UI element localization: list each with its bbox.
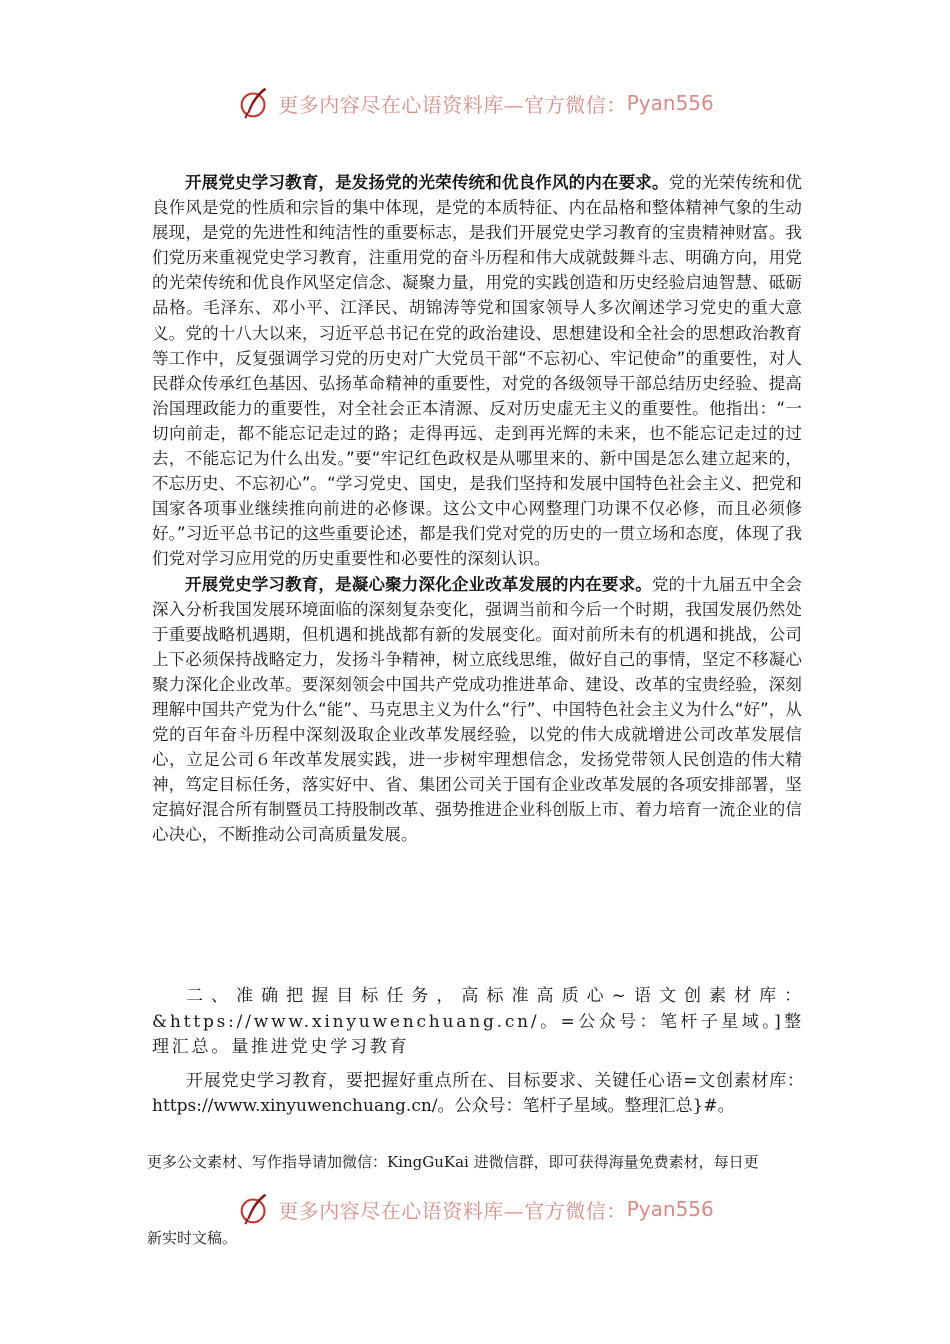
quill-logo-icon: [236, 84, 274, 122]
paragraph-lead: 开展党史学习教育，是发扬党的光荣传统和优良作风的内在要求。: [185, 173, 669, 192]
footer-line-2: 新实时文稿。: [147, 1229, 238, 1247]
section-heading: 二、准确把握目标任务，高标准高质心~语文创素材库：&https://www.xinyuwenchuang.cn/。=公众号：笔杆子星域。]整理汇总。量推进党史学习教育: [152, 986, 804, 1057]
paragraph-reform: [152, 572, 802, 848]
paragraph-body: 党的十九届五中全会深入分析我国发展环境面临的深刻复杂变化，强调当前和今后一个时期，我国发展仍然处于重要战略机遇期，但机遇和挑战都有新的发展变化。面对前所未有的机遇和挑战，公司上下必须保持战略定力，发扬斗争精神，树立底线思维，做好自己的事情，坚定不移凝心聚力深化企业改革。要深刻领会中国共产党成功推进革命、建设、改革的宝贵经验，深刻理解中国共产党为什么“能”、马克思主义为什么“行”、中国特色社会主义为什么“好”，从党的百年奋斗历程中深刻汲取企业改革发展经验，以党的伟大成就增进公司改革发展信心，立足公司６年改革发展实践，进一步树牢理想信念，发扬党带领人民创造的伟大精神，笃定目标任务，落实好中、省、集团公司关于国有企业改革发展的各项安排部署，坚定搞好混合所有制暨员工持股制改革、强势推进企业科创版上市、着力培育一流企业的信心决心，不断推动公司高质量发展。: [152, 574, 802, 845]
section-two: [152, 984, 804, 1120]
watermark-wechat-id: Pyan556: [626, 91, 714, 115]
quill-logo-icon: [236, 1190, 274, 1228]
paragraph-lead: 开展党史学习教育，是凝心聚力深化企业改革发展的内在要求。: [185, 574, 652, 594]
paragraph-body: 党的光荣传统和优良作风是党的性质和宗旨的集中体现，是党的本质特征、内在品格和整体精神气象的生动展现，是党的先进性和纯洁性的重要标志，是我们开展党史学习教育的宝贵精神财富。我们党历来重视党史学习教育，注重用党的奋斗历程和伟大成就鼓舞斗志、明确方向，用党的光荣传统和优良作风坚定信念、凝聚力量，用党的实践创造和历史经验启迪智慧、砥砺品格。毛泽东、邓小平、江泽民、胡锦涛等党和国家领导人多次阐述学习党史的重大意义。党的十八大以来，习近平总书记在党的政治建设、思想建设和全社会的思想政治教育等工作中，反复强调学习党的历史对广大党员干部“不忘初心、牢记使命”的重要性，对人民群众传承红色基因、弘扬革命精神的重要性，对党的各级领导干部总结历史经验、提高治国理政能力的重要性，对全社会正本清源、反对历史虚无主义的重要性。他指出：“一切向前走，都不能忘记走过的路；走得再远、走到再光辉的未来，也不能忘记走过的过去，不能忘记为什么出发。”要“牢记红色政权是从哪里来的、新中国是怎么建立起来的，不忘历史、不忘初心”。“学习党史、国史，是我们坚持和发展中国特色社会主义、把党和国家各项事业继续推向前进的必修课。这公文中心网整理门功课不仅必修，而且必须修好。”习近平总书记的这些重要论述，都是我们党对党的历史的一贯立场和态度，体现了我们党对学习应用党的历史重要性和必要性的深刻认识。: [152, 173, 802, 569]
watermark-text: 更多内容尽在心语资料库—官方微信：: [278, 92, 627, 117]
watermark-banner-bottom: [0, 1188, 950, 1230]
watermark-wechat-id: Pyan556: [626, 1197, 714, 1221]
paragraph-tradition: [152, 170, 802, 572]
watermark-text: 更多内容尽在心语资料库—官方微信：: [278, 1198, 627, 1223]
watermark-banner-top: [0, 82, 950, 124]
footer-line-1: 更多公文素材、写作指导请加微信：KingGuKai 进微信群，即可获得海量免费素材，每日更: [147, 1153, 759, 1171]
section-paragraph: 开展党史学习教育，要把握好重点所在、目标要求、关键任心语=文创素材库：https://www.xinyuwenchuang.cn/。公众号：笔杆子星域。整理汇总}#。: [152, 1070, 804, 1116]
section-one: [152, 170, 802, 848]
